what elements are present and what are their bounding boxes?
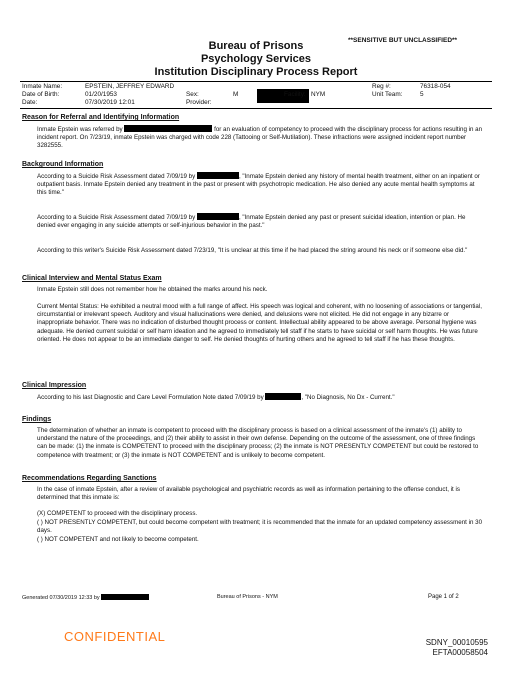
unit-value: 5: [420, 91, 424, 98]
generated-text: Generated 07/30/2019 12:33 by: [22, 595, 100, 601]
reg-value: 76318-054: [420, 83, 451, 90]
clinical-paragraph-1: Inmate Epstein still does not remember how he obtained the marks around his neck.: [37, 286, 268, 293]
impression-heading: Clinical Impression: [22, 382, 87, 389]
facility-label: Facility:: [284, 91, 306, 98]
clinical-heading: Clinical Interview and Mental Status Exam: [22, 275, 162, 282]
redaction-block: [197, 213, 239, 220]
option-not-competent: ( ) NOT COMPETENT and not likely to become competent.: [37, 536, 199, 543]
footer-center: Bureau of Prisons - NYM: [217, 594, 278, 600]
mental-status-paragraph: Current Mental Status: He exhibited a neutral mood with a full range of affect. His speech was logical and coherent, with no loosening of associations or tangential, circumstantial or irrelevant speech. Auditory and visual hallucinations were denied, and delusions were not elicited. He did not engage in any bizarre or inappropriate behavior. There was no indication of disturbed thought process or content. Intellectual ability appeared to be above average. Personal hygiene was adequate. He denied current suicidal or self harm ideation and he agreed to immediately tell staff if he starts to have suicidal or self harm thoughts. He was future oriented. He does not appear to be an immediate danger to self. He denied thoughts of hurting others and he agreed to tell staff if he has these thoughts.: [37, 303, 482, 343]
referral-paragraph: [37, 125, 485, 151]
unit-label: Unit Team:: [372, 91, 403, 98]
provider-label: Provider:: [186, 99, 212, 106]
confidential-stamp: CONFIDENTIAL: [64, 629, 166, 644]
impression-text-a: According to his last Diagnostic and Care Level Formulation Note dated 7/09/19 by: [37, 394, 264, 401]
findings-heading: Findings: [22, 416, 52, 423]
bg2-text-a: According to a Suicide Risk Assessment dated 7/09/19 by: [37, 214, 196, 221]
sex-value: M: [233, 91, 239, 98]
option-competent: (X) COMPETENT to proceed with the disciplinary process.: [37, 510, 198, 517]
sex-label: Sex:: [186, 91, 199, 98]
option-not-presently-competent: ( ) NOT PRESENTLY COMPETENT, but could become competent with treatment; it is recommended that the inmate for an updated competency assessment in 30 days.: [37, 519, 483, 535]
background-paragraph-2: [37, 213, 485, 230]
sensitivity-label: **SENSITIVE BUT UNCLASSIFIED**: [348, 37, 458, 44]
bates-number-2: EFTA00058504: [432, 648, 488, 657]
bg1-text-a: According to a Suicide Risk Assessment dated 7/09/19 by: [37, 173, 196, 180]
impression-paragraph: [37, 393, 485, 402]
report-title: Institution Disciplinary Process Report: [154, 66, 358, 78]
bg1-text-b: , "Inmate Epstein denied any history of mental health treatment, either on an inpatient or outpatient basis. Inmate Epstein denied any treatment in the past or present with psychotropic medication. He also denied any acute mental health symptoms at this time.": [37, 173, 480, 197]
facility-value: NYM: [311, 91, 326, 98]
generated-line: [22, 594, 149, 601]
dob-value: 01/20/1953: [85, 91, 117, 98]
referral-text-a: Inmate Epstein was referred by: [37, 126, 123, 133]
recommendations-heading: Recommendations Regarding Sanctions: [22, 475, 157, 482]
referral-text-b: for an evaluation of competency to proceed with the disciplinary process for actions resulting in an incident report. On 7/23/19, inmate Epstein was charged with code 228 (Tattooing or Self-Mutilation). These infractions were assigned incident report number 3282555.: [37, 126, 483, 150]
inmate-name: EPSTEIN, JEFFREY EDWARD: [85, 83, 175, 90]
page-number: Page 1 of 2: [428, 594, 459, 600]
department-title: Psychology Services: [200, 53, 312, 65]
findings-paragraph: The determination of whether an inmate is competent to proceed with the disciplinary process is based on a clinical assessment of the inmate's (1) ability to understand the nature of the proceedings, and (2) their ability to assist in their own defense. Depending on the outcome of the assessment, one of three findings can be made: (1) the inmate is COMPETENT to proceed with the disciplinary process; (2) the inmate is NOT PRESENTLY COMPETENT but could be restored to competence with treatment; or (3) the inmate is NOT COMPETENT and is unlikely to become competent.: [37, 427, 479, 459]
bates-number-1: SDNY_00010595: [425, 638, 488, 647]
referral-heading: Reason for Referral and Identifying Information: [22, 114, 180, 121]
redaction-block: [124, 125, 212, 132]
date-label: Date:: [22, 99, 38, 106]
dob-label: Date of Birth:: [22, 91, 60, 98]
recommendations-paragraph: In the case of inmate Epstein, after a review of available psychological and psychiatric records as well as information pertaining to the offense conduct, it is determined that this inmate is:: [37, 486, 460, 502]
background-paragraph-1: [37, 172, 485, 198]
redaction-block: [101, 594, 149, 600]
background-paragraph-3: According to this writer's Suicide Risk Assessment dated 7/23/19, "It is unclear at this time if he had placed the string around his neck or if someone else did.": [37, 247, 468, 254]
inmate-name-label: Inmate Name:: [22, 83, 63, 90]
bg2-text-b: , "Inmate Epstein denied any past or present suicidal ideation, intention or plan. He denied ever engaging in any suicide attempts or self-injurious behavior in the past.": [37, 214, 466, 230]
info-rule: [20, 108, 492, 109]
agency-title: Bureau of Prisons: [208, 40, 304, 52]
redaction-block: [197, 172, 239, 179]
header-rule: [20, 81, 492, 82]
impression-text-b: , "No Diagnosis, No Dx - Current.": [301, 394, 395, 401]
redaction-block: [265, 393, 301, 400]
date-value: 07/30/2019 12:01: [85, 99, 135, 106]
reg-label: Reg #:: [372, 83, 391, 90]
background-heading: Background Information: [22, 161, 104, 168]
